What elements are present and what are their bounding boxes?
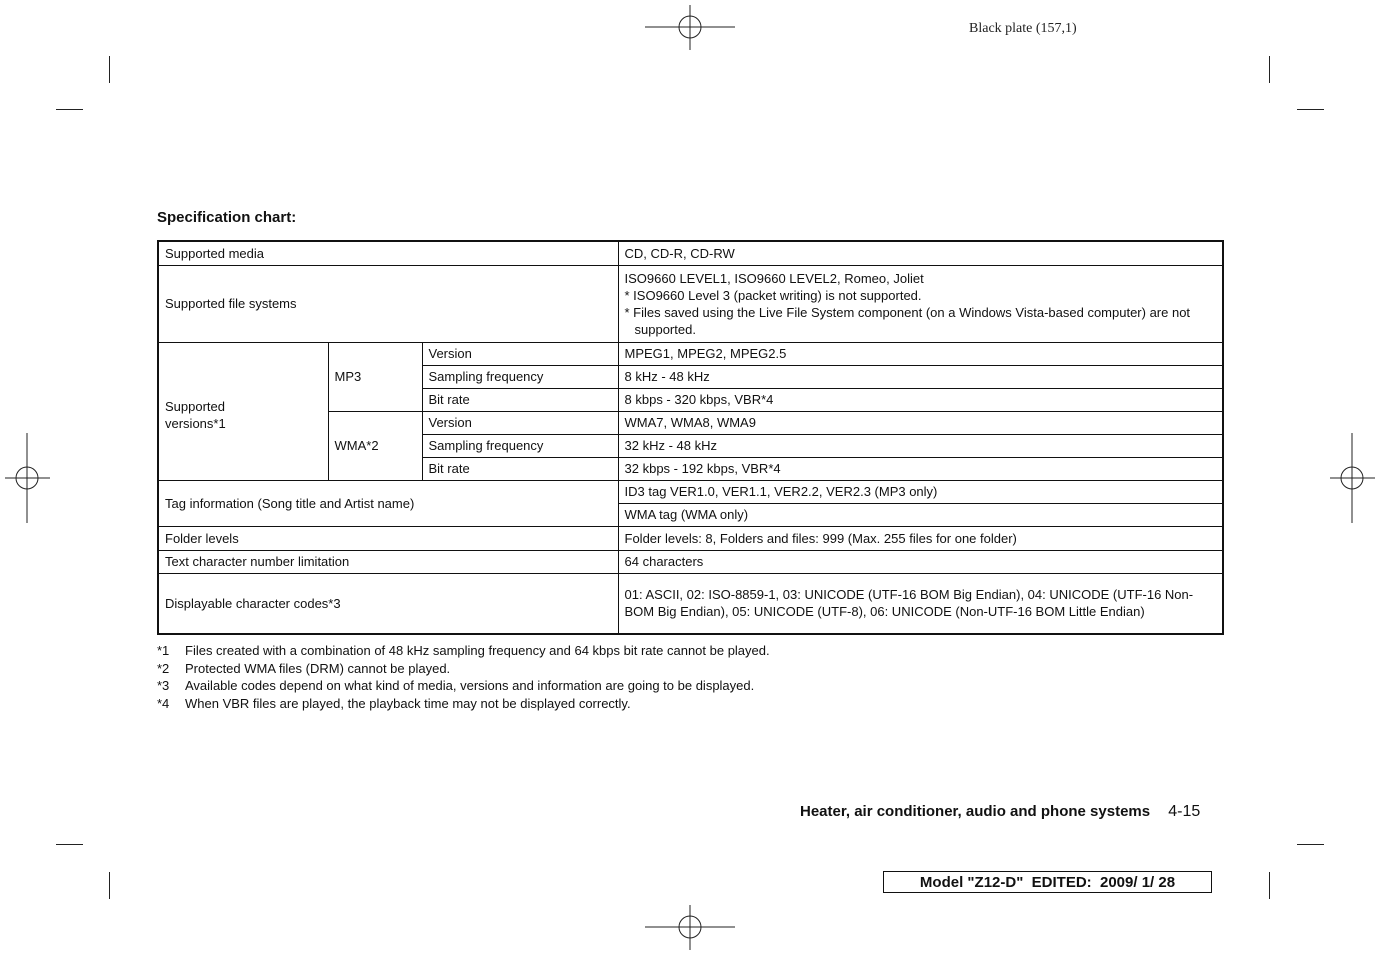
page-number: 4-15 bbox=[1168, 803, 1201, 820]
format-label: MP3 bbox=[328, 342, 422, 411]
model-edited-box: Model "Z12-D" EDITED: 2009/ 1/ 28 bbox=[883, 871, 1212, 893]
param-name: Sampling frequency bbox=[422, 434, 618, 457]
row-value: Folder levels: 8, Folders and files: 999 (Max. 255 files for one folder) bbox=[618, 526, 1223, 550]
footnote-mark: *3 bbox=[157, 678, 170, 693]
param-value: 8 kHz - 48 kHz bbox=[618, 365, 1223, 388]
footnotes bbox=[157, 642, 770, 712]
format-label: WMA*2 bbox=[328, 411, 422, 480]
crop-mark bbox=[56, 109, 83, 110]
specification-table bbox=[157, 240, 1224, 635]
table-row bbox=[158, 550, 1223, 573]
table-row bbox=[158, 526, 1223, 550]
row-value: ID3 tag VER1.0, VER1.1, VER2.2, VER2.3 (MP3 only) bbox=[618, 480, 1223, 503]
file-system-line: ISO9660 LEVEL1, ISO9660 LEVEL2, Romeo, Joliet bbox=[624, 270, 924, 286]
param-name: Version bbox=[422, 342, 618, 365]
row-label: Displayable character codes*3 bbox=[158, 573, 618, 634]
row-label: Text character number limitation bbox=[158, 550, 618, 573]
table-row bbox=[158, 342, 1223, 365]
row-value: 64 characters bbox=[618, 550, 1223, 573]
registration-mark-left bbox=[5, 433, 50, 523]
param-value: 32 kbps - 192 kbps, VBR*4 bbox=[618, 457, 1223, 480]
crop-mark bbox=[1297, 109, 1324, 110]
row-label bbox=[158, 342, 328, 480]
crop-mark bbox=[1269, 872, 1270, 899]
footnote-text: When VBR files are played, the playback time may not be displayed correctly. bbox=[185, 695, 631, 711]
footnote-text: Available codes depend on what kind of media, versions and information are going to be displayed. bbox=[185, 678, 755, 693]
row-value: 01: ASCII, 02: ISO-8859-1, 03: UNICODE (UTF-16 BOM Big Endian), 04: UNICODE (UTF-16 Non-BOM Big Endian), 05: UNICODE (UTF-8), 06: UNICODE (Non-UTF-16 BOM Little Endian) bbox=[618, 573, 1223, 634]
registration-mark-bottom bbox=[645, 905, 735, 950]
crop-mark bbox=[109, 872, 110, 899]
row-label: Tag information (Song title and Artist name) bbox=[158, 480, 618, 526]
registration-mark-right bbox=[1330, 433, 1375, 523]
row-label: Supported media bbox=[158, 241, 618, 265]
footnote-text: Files created with a combination of 48 kHz sampling frequency and 64 kbps bit rate cannot be played. bbox=[185, 643, 770, 658]
table-row bbox=[158, 480, 1223, 503]
param-name: Bit rate bbox=[422, 457, 618, 480]
row-label: Folder levels bbox=[158, 526, 618, 550]
footnote-mark: *2 bbox=[157, 660, 170, 676]
registration-mark-top bbox=[645, 5, 735, 50]
param-value: MPEG1, MPEG2, MPEG2.5 bbox=[618, 342, 1223, 365]
footnote-mark: *4 bbox=[157, 695, 170, 711]
table-row bbox=[158, 265, 1223, 342]
versions-label: Supported versions*1 bbox=[165, 399, 226, 431]
footnote bbox=[157, 642, 770, 660]
param-value: 8 kbps - 320 kbps, VBR*4 bbox=[618, 388, 1223, 411]
row-label: Supported file systems bbox=[158, 265, 618, 342]
row-value: CD, CD-R, CD-RW bbox=[618, 241, 1223, 265]
row-value: WMA tag (WMA only) bbox=[618, 503, 1223, 526]
file-system-line: * Files saved using the Live File System component (on a Windows Vista-based computer) are not supported. bbox=[624, 304, 1191, 337]
footnote-text: Protected WMA files (DRM) cannot be played. bbox=[185, 660, 451, 676]
param-name: Version bbox=[422, 411, 618, 434]
plate-label: Black plate (157,1) bbox=[969, 21, 1077, 36]
footnote-mark: *1 bbox=[157, 643, 170, 658]
page-footer bbox=[800, 803, 1200, 821]
crop-mark bbox=[56, 844, 83, 845]
param-name: Sampling frequency bbox=[422, 365, 618, 388]
footnote bbox=[157, 660, 770, 678]
table-row bbox=[158, 241, 1223, 265]
row-value bbox=[618, 265, 1223, 342]
footnote bbox=[157, 695, 770, 713]
param-value: WMA7, WMA8, WMA9 bbox=[618, 411, 1223, 434]
crop-mark bbox=[109, 56, 110, 83]
crop-mark bbox=[1297, 844, 1324, 845]
file-system-line: * ISO9660 Level 3 (packet writing) is not supported. bbox=[624, 287, 922, 303]
param-name: Bit rate bbox=[422, 388, 618, 411]
table-row bbox=[158, 573, 1223, 634]
param-value: 32 kHz - 48 kHz bbox=[618, 434, 1223, 457]
section-title: Specification chart: bbox=[157, 209, 297, 226]
crop-mark bbox=[1269, 56, 1270, 83]
footer-section-title: Heater, air conditioner, audio and phone systems bbox=[800, 803, 1151, 820]
footnote bbox=[157, 677, 770, 695]
